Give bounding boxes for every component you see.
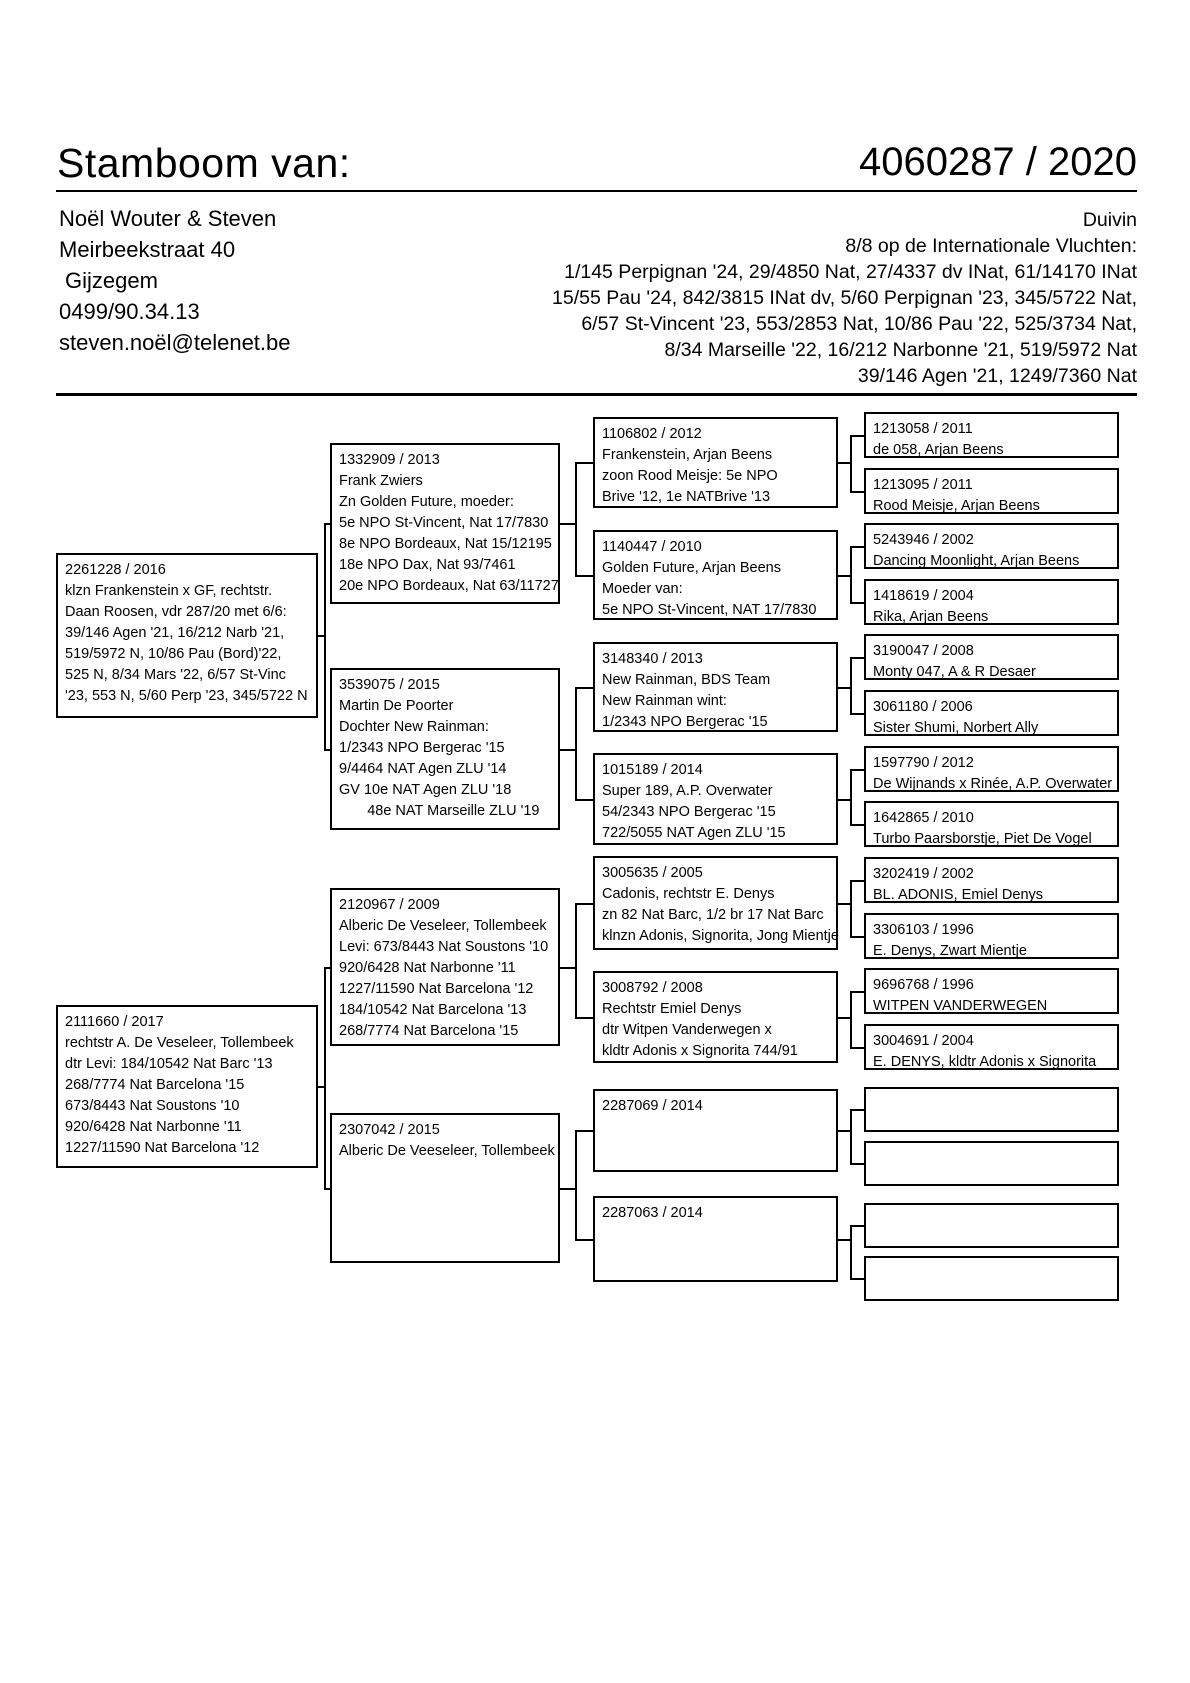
box-line: Monty 047, A & R Desaer	[873, 664, 1036, 680]
pedigree-box-g2-1	[330, 443, 560, 604]
box-line: 18e NPO Dax, Nat 93/7461	[339, 557, 516, 573]
pedigree-box-g2-3	[330, 888, 560, 1046]
box-line: 8e NPO Bordeaux, Nat 15/12195	[339, 536, 552, 552]
pedigree-box-g4-8	[864, 801, 1119, 847]
owner-city: Gijzegem	[65, 268, 158, 293]
pedigree-box-g3-1	[593, 417, 838, 508]
box-line: 39/146 Agen '21, 16/212 Narb '21,	[65, 625, 285, 641]
connector-line	[852, 1047, 864, 1049]
box-line: 20e NPO Bordeaux, Nat 63/11727	[339, 578, 559, 594]
box-line: Moeder van:	[602, 581, 683, 597]
pedigree-box-g3-7	[593, 1089, 838, 1172]
connector-line	[852, 435, 864, 437]
box-line: 1/2343 NPO Bergerac '15	[602, 714, 768, 730]
box-line: 525 N, 8/34 Mars '22, 6/57 St-Vinc	[65, 667, 286, 683]
box-line: 9696768 / 1996	[873, 977, 974, 993]
box-line: 5e NPO St-Vincent, Nat 17/7830	[339, 515, 549, 531]
connector-line	[577, 462, 593, 464]
box-line: Frankenstein, Arjan Beens	[602, 447, 773, 463]
connector-line	[852, 1163, 864, 1165]
box-line: 3539075 / 2015	[339, 677, 440, 693]
pedigree-box-g4-9	[864, 857, 1119, 903]
box-line: 48e NAT Marseille ZLU '19	[339, 803, 540, 819]
pedigree-box-g4-11	[864, 968, 1119, 1014]
connector-line	[577, 1130, 593, 1132]
connector-line	[326, 523, 330, 525]
pedigree-box-g3-5	[593, 856, 838, 950]
pedigree-box-g3-4	[593, 753, 838, 845]
connector-line	[838, 575, 852, 577]
connector-line	[560, 1188, 577, 1190]
pedigree-box-g1-1	[56, 553, 318, 718]
box-line: 1106802 / 2012	[602, 426, 702, 442]
box-line: Sister Shumi, Norbert Ally	[873, 720, 1039, 736]
box-line: 268/7774 Nat Barcelona '15	[339, 1023, 519, 1039]
box-line: De Wijnands x Rinée, A.P. Overwater	[873, 776, 1113, 792]
connector-line	[852, 491, 864, 493]
box-line: 2111660 / 2017	[65, 1014, 164, 1030]
connector-line	[852, 880, 864, 882]
pedigree-box-g2-4	[330, 1113, 560, 1263]
box-line: 1227/11590 Nat Barcelona '12	[65, 1140, 260, 1156]
ring-number: 4060287 / 2020	[858, 140, 1137, 184]
box-line: 3202419 / 2002	[873, 866, 974, 882]
connector-line	[575, 687, 577, 801]
box-line: 2287063 / 2014	[602, 1205, 703, 1221]
connector-line	[838, 687, 852, 689]
box-line: 3005635 / 2005	[602, 865, 703, 881]
connector-line	[852, 769, 864, 771]
pedigree-box-g4-7	[864, 746, 1119, 792]
connector-line	[560, 967, 577, 969]
bird-result-line: 8/34 Marseille '22, 16/212 Narbonne '21, 519/5972 Nat	[664, 339, 1137, 361]
box-line: Super 189, A.P. Overwater	[602, 783, 773, 799]
bird-result-line: 15/55 Pau '24, 842/3815 INat dv, 5/60 Perpignan '23, 345/5722 Nat,	[552, 287, 1137, 309]
pedigree-box-g4-15	[864, 1203, 1119, 1248]
connector-line	[852, 602, 864, 604]
box-line: dtr Levi: 184/10542 Nat Barc '13	[65, 1056, 273, 1072]
box-line: 2261228 / 2016	[65, 562, 166, 578]
connector-line	[852, 546, 864, 548]
box-line: 5243946 / 2002	[873, 532, 974, 548]
owner-name: Noël Wouter & Steven	[59, 206, 277, 231]
pedigree-box-g1-2	[56, 1005, 318, 1168]
box-line: Cadonis, rechtstr E. Denys	[602, 886, 775, 902]
box-line: Frank Zwiers	[339, 473, 423, 489]
box-line: Levi: 673/8443 Nat Soustons '10	[339, 939, 549, 955]
box-line: 722/5055 NAT Agen ZLU '15	[602, 825, 786, 841]
pedigree-box-g4-4	[864, 579, 1119, 625]
connector-line	[850, 880, 852, 938]
connector-line	[324, 523, 326, 751]
box-line: kldtr Adonis x Signorita 744/91	[602, 1043, 798, 1059]
bird-sex-label: Duivin	[1082, 209, 1137, 231]
connector-line	[324, 967, 326, 1190]
connector-line	[577, 799, 593, 801]
box-line: 268/7774 Nat Barcelona '15	[65, 1077, 245, 1093]
box-line: GV 10e NAT Agen ZLU '18	[339, 782, 512, 798]
connector-line	[326, 1188, 330, 1190]
connector-line	[575, 903, 577, 1019]
connector-line	[577, 687, 593, 689]
connector-line	[326, 749, 330, 751]
pedigree-box-g3-2	[593, 530, 838, 620]
connector-line	[852, 1109, 864, 1111]
connector-line	[850, 1109, 852, 1165]
pedigree-box-g4-16	[864, 1256, 1119, 1301]
pedigree-box-g4-14	[864, 1141, 1119, 1186]
box-line: 920/6428 Nat Narbonne '11	[65, 1119, 242, 1135]
box-line: 2287069 / 2014	[602, 1098, 703, 1114]
box-line: BL. ADONIS, Emiel Denys	[873, 887, 1044, 903]
connector-line	[575, 1130, 577, 1241]
box-line: 673/8443 Nat Soustons '10	[65, 1098, 240, 1114]
box-line: Zn Golden Future, moeder:	[339, 494, 514, 510]
owner-phone: 0499/90.34.13	[59, 299, 200, 324]
box-line: 1642865 / 2010	[873, 810, 974, 826]
box-line: 5e NPO St-Vincent, NAT 17/7830	[602, 602, 817, 618]
connector-line	[577, 1239, 593, 1241]
pedigree-box-g3-6	[593, 971, 838, 1063]
connector-line	[850, 1225, 852, 1280]
connector-line	[326, 967, 330, 969]
box-line: 519/5972 N, 10/86 Pau (Bord)'22,	[65, 646, 282, 662]
connector-line	[838, 462, 852, 464]
box-line: 54/2343 NPO Bergerac '15	[602, 804, 776, 820]
box-line: 1597790 / 2012	[873, 755, 974, 771]
bird-result-line: 6/57 St-Vincent '23, 553/2853 Nat, 10/86 Pau '22, 525/3734 Nat,	[581, 313, 1137, 335]
box-line: Brive '12, 1e NATBrive '13	[602, 489, 771, 505]
box-line: rechtstr A. De Veseleer, Tollembeek	[65, 1035, 294, 1051]
connector-line	[850, 657, 852, 715]
owner-street: Meirbeekstraat 40	[59, 237, 236, 262]
box-line: Turbo Paarsborstje, Piet De Vogel	[873, 831, 1092, 847]
connector-line	[838, 799, 852, 801]
box-line: 2307042 / 2015	[339, 1122, 440, 1138]
pedigree-box-g4-12	[864, 1024, 1119, 1070]
connector-line	[852, 713, 864, 715]
connector-line	[577, 903, 593, 905]
box-line: Rechtstr Emiel Denys	[602, 1001, 742, 1017]
box-line: 3004691 / 2004	[873, 1033, 974, 1049]
bird-results-title: 8/8 op de Internationale Vluchten:	[845, 235, 1137, 257]
connector-line	[318, 1086, 326, 1088]
connector-line	[852, 657, 864, 659]
box-line: Alberic De Veeseleer, Tollembeek	[339, 1143, 555, 1159]
box-line: de 058, Arjan Beens	[873, 442, 1004, 458]
box-line: 3061180 / 2006	[873, 699, 973, 715]
connector-line	[850, 435, 852, 493]
box-line: zn 82 Nat Barc, 1/2 br 17 Nat Barc	[602, 907, 824, 923]
box-line: Dancing Moonlight, Arjan Beens	[873, 553, 1080, 569]
box-line: 3190047 / 2008	[873, 643, 974, 659]
box-line: Martin De Poorter	[339, 698, 454, 714]
box-line: zoon Rood Meisje: 5e NPO	[602, 468, 778, 484]
box-line: E. Denys, Zwart Mientje	[873, 943, 1027, 959]
box-line: 1332909 / 2013	[339, 452, 440, 468]
bird-result-line: 1/145 Perpignan '24, 29/4850 Nat, 27/4337 dv INat, 61/14170 INat	[564, 261, 1137, 283]
box-line: 1418619 / 2004	[873, 588, 974, 604]
connector-line	[850, 991, 852, 1049]
box-line: New Rainman, BDS Team	[602, 672, 771, 688]
box-line: klnzn Adonis, Signorita, Jong Mientje	[602, 928, 839, 944]
pedigree-box-g4-2	[864, 468, 1119, 514]
box-line: Dochter New Rainman:	[339, 719, 489, 735]
connector-line	[838, 903, 852, 905]
pedigree-box-g4-6	[864, 690, 1119, 736]
connector-line	[850, 769, 852, 826]
pedigree-box-g4-5	[864, 634, 1119, 680]
pedigree-box-g3-3	[593, 642, 838, 732]
pedigree-box-g3-8	[593, 1196, 838, 1282]
box-line: 1227/11590 Nat Barcelona '12	[339, 981, 534, 997]
box-line: 1213095 / 2011	[873, 477, 973, 493]
pedigree-box-g4-3	[864, 523, 1119, 569]
bird-result-line: 39/146 Agen '21, 1249/7360 Nat	[857, 365, 1137, 387]
box-line: 3008792 / 2008	[602, 980, 703, 996]
box-line: Rika, Arjan Beens	[873, 609, 989, 625]
box-line: '23, 553 N, 5/60 Perp '23, 345/5722 N	[65, 688, 308, 704]
pedigree-box-g4-13	[864, 1087, 1119, 1132]
box-line: 1015189 / 2014	[602, 762, 703, 778]
connector-line	[852, 1225, 864, 1227]
box-line: klzn Frankenstein x GF, rechtstr.	[65, 583, 273, 599]
connector-line	[852, 936, 864, 938]
connector-line	[577, 575, 593, 577]
connector-line	[838, 1017, 852, 1019]
box-line: 1140447 / 2010	[602, 539, 702, 555]
box-line: Daan Roosen, vdr 287/20 met 6/6:	[65, 604, 287, 620]
box-line: New Rainman wint:	[602, 693, 727, 709]
box-line: 3148340 / 2013	[602, 651, 703, 667]
box-line: 1213058 / 2011	[873, 421, 973, 437]
pedigree-box-g2-2	[330, 668, 560, 830]
box-line: 1/2343 NPO Bergerac '15	[339, 740, 505, 756]
box-line: Alberic De Veseleer, Tollembeek	[339, 918, 547, 934]
box-line: 9/4464 NAT Agen ZLU '14	[339, 761, 507, 777]
box-line: 2120967 / 2009	[339, 897, 440, 913]
connector-line	[318, 635, 326, 637]
pedigree-box-g4-10	[864, 913, 1119, 959]
box-line: 184/10542 Nat Barcelona '13	[339, 1002, 527, 1018]
connector-line	[560, 523, 577, 525]
box-line: E. DENYS, kldtr Adonis x Signorita	[873, 1054, 1097, 1070]
connector-line	[838, 1239, 852, 1241]
box-line: dtr Witpen Vanderwegen x	[602, 1022, 772, 1038]
connector-line	[852, 824, 864, 826]
pedigree-box-g4-1	[864, 412, 1119, 458]
box-line: WITPEN VANDERWEGEN	[873, 998, 1048, 1014]
connector-line	[838, 1130, 852, 1132]
box-line: 920/6428 Nat Narbonne '11	[339, 960, 516, 976]
connector-line	[560, 749, 577, 751]
connector-line	[852, 1278, 864, 1280]
connector-line	[575, 462, 577, 577]
box-line: Rood Meisje, Arjan Beens	[873, 498, 1040, 514]
box-line: 3306103 / 1996	[873, 922, 974, 938]
connector-line	[852, 991, 864, 993]
owner-email: steven.noël@telenet.be	[59, 330, 291, 355]
connector-line	[577, 1017, 593, 1019]
page-title: Stamboom van:	[57, 140, 351, 186]
box-line: Golden Future, Arjan Beens	[602, 560, 781, 576]
